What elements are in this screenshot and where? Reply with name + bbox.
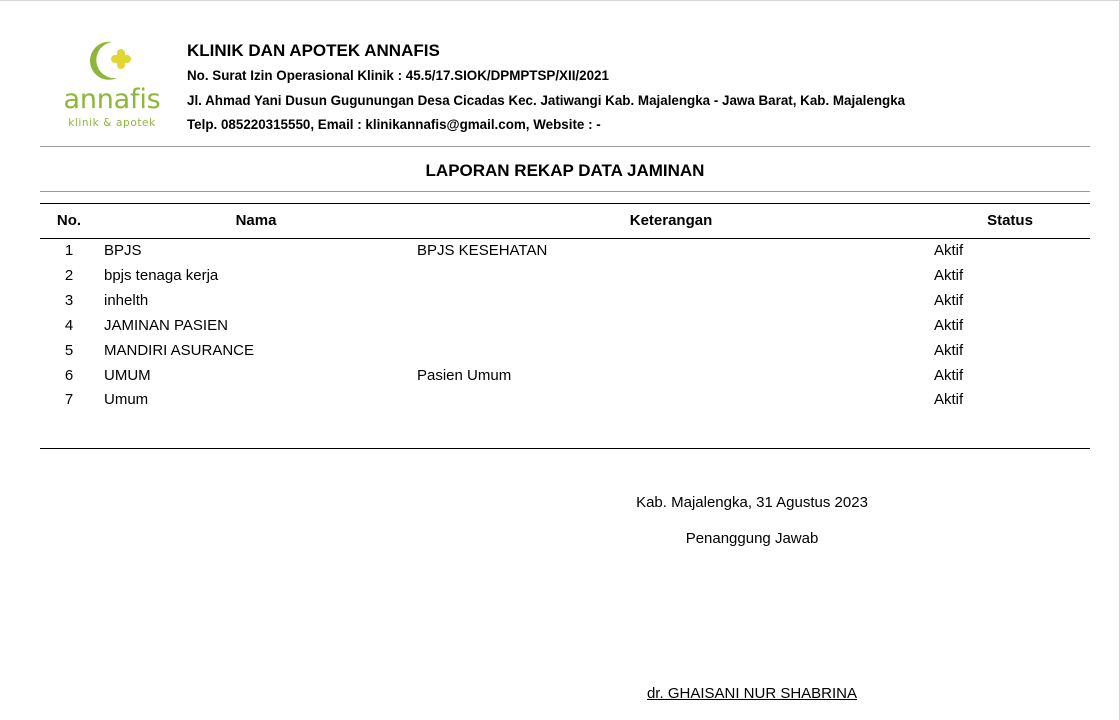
cell-nama: BPJS — [104, 242, 142, 259]
cell-keterangan: Pasien Umum — [417, 367, 512, 384]
header-divider — [40, 146, 1090, 147]
logo-mark-icon — [82, 39, 140, 83]
table-row — [0, 367, 1120, 392]
cell-nama: MANDIRI ASURANCE — [104, 342, 255, 359]
cell-no: 5 — [64, 342, 74, 359]
column-header-status: Status — [987, 212, 1033, 229]
column-header-keterangan: Keterangan — [629, 212, 713, 229]
cell-status: Aktif — [934, 367, 964, 384]
table-bottom-border — [40, 448, 1090, 449]
cell-nama: Umum — [104, 391, 149, 408]
table-row — [0, 292, 1120, 317]
table-row — [0, 391, 1120, 416]
cell-no: 3 — [64, 292, 74, 309]
column-header-no: No. — [56, 212, 82, 229]
table-row — [0, 317, 1120, 342]
clinic-name: KLINIK DAN APOTEK ANNAFIS — [187, 41, 440, 60]
logo-wordmark: annafis — [63, 84, 161, 115]
signature-name: dr. GHAISANI NUR SHABRINA — [646, 685, 858, 702]
clinic-contact: Telp. 085220315550, Email : klinikannafis@gmail.com, Website : - — [187, 117, 601, 132]
signature-role: Penanggung Jawab — [685, 530, 819, 547]
column-header-nama: Nama — [235, 212, 277, 229]
table-header-divider — [40, 238, 1090, 239]
license-number: No. Surat Izin Operasional Klinik : 45.5/17.SIOK/DPMPTSP/XII/2021 — [187, 68, 609, 83]
cell-no: 7 — [64, 391, 74, 408]
report-title: LAPORAN REKAP DATA JAMINAN — [425, 161, 705, 180]
cell-status: Aktif — [934, 267, 964, 284]
cell-status: Aktif — [934, 292, 964, 309]
cell-nama: bpjs tenaga kerja — [104, 267, 219, 284]
signature-name-block — [590, 685, 914, 702]
table-top-border — [40, 203, 1090, 204]
cell-nama: inhelth — [104, 292, 149, 309]
cell-no: 2 — [64, 267, 74, 284]
cell-no: 1 — [64, 242, 74, 259]
cell-nama: UMUM — [104, 367, 151, 384]
cell-keterangan: BPJS KESEHATAN — [417, 242, 548, 259]
signature-place-date: Kab. Majalengka, 31 Agustus 2023 — [636, 494, 868, 511]
cell-status: Aktif — [934, 342, 964, 359]
cell-no: 6 — [64, 367, 74, 384]
clinic-address: Jl. Ahmad Yani Dusun Gugunungan Desa Cicadas Kec. Jatiwangi Kab. Majalengka - Jawa Barat, Kab. Majalengka — [187, 93, 906, 108]
cell-no: 4 — [64, 317, 74, 334]
cell-status: Aktif — [934, 242, 964, 259]
table-row — [0, 242, 1120, 267]
table-row — [0, 267, 1120, 292]
cell-status: Aktif — [934, 391, 964, 408]
title-divider — [40, 191, 1090, 192]
table-row — [0, 342, 1120, 367]
clinic-logo — [60, 39, 164, 135]
cell-nama: JAMINAN PASIEN — [104, 317, 228, 334]
logo-tagline: klinik & apotek — [68, 117, 156, 129]
cell-status: Aktif — [934, 317, 964, 334]
